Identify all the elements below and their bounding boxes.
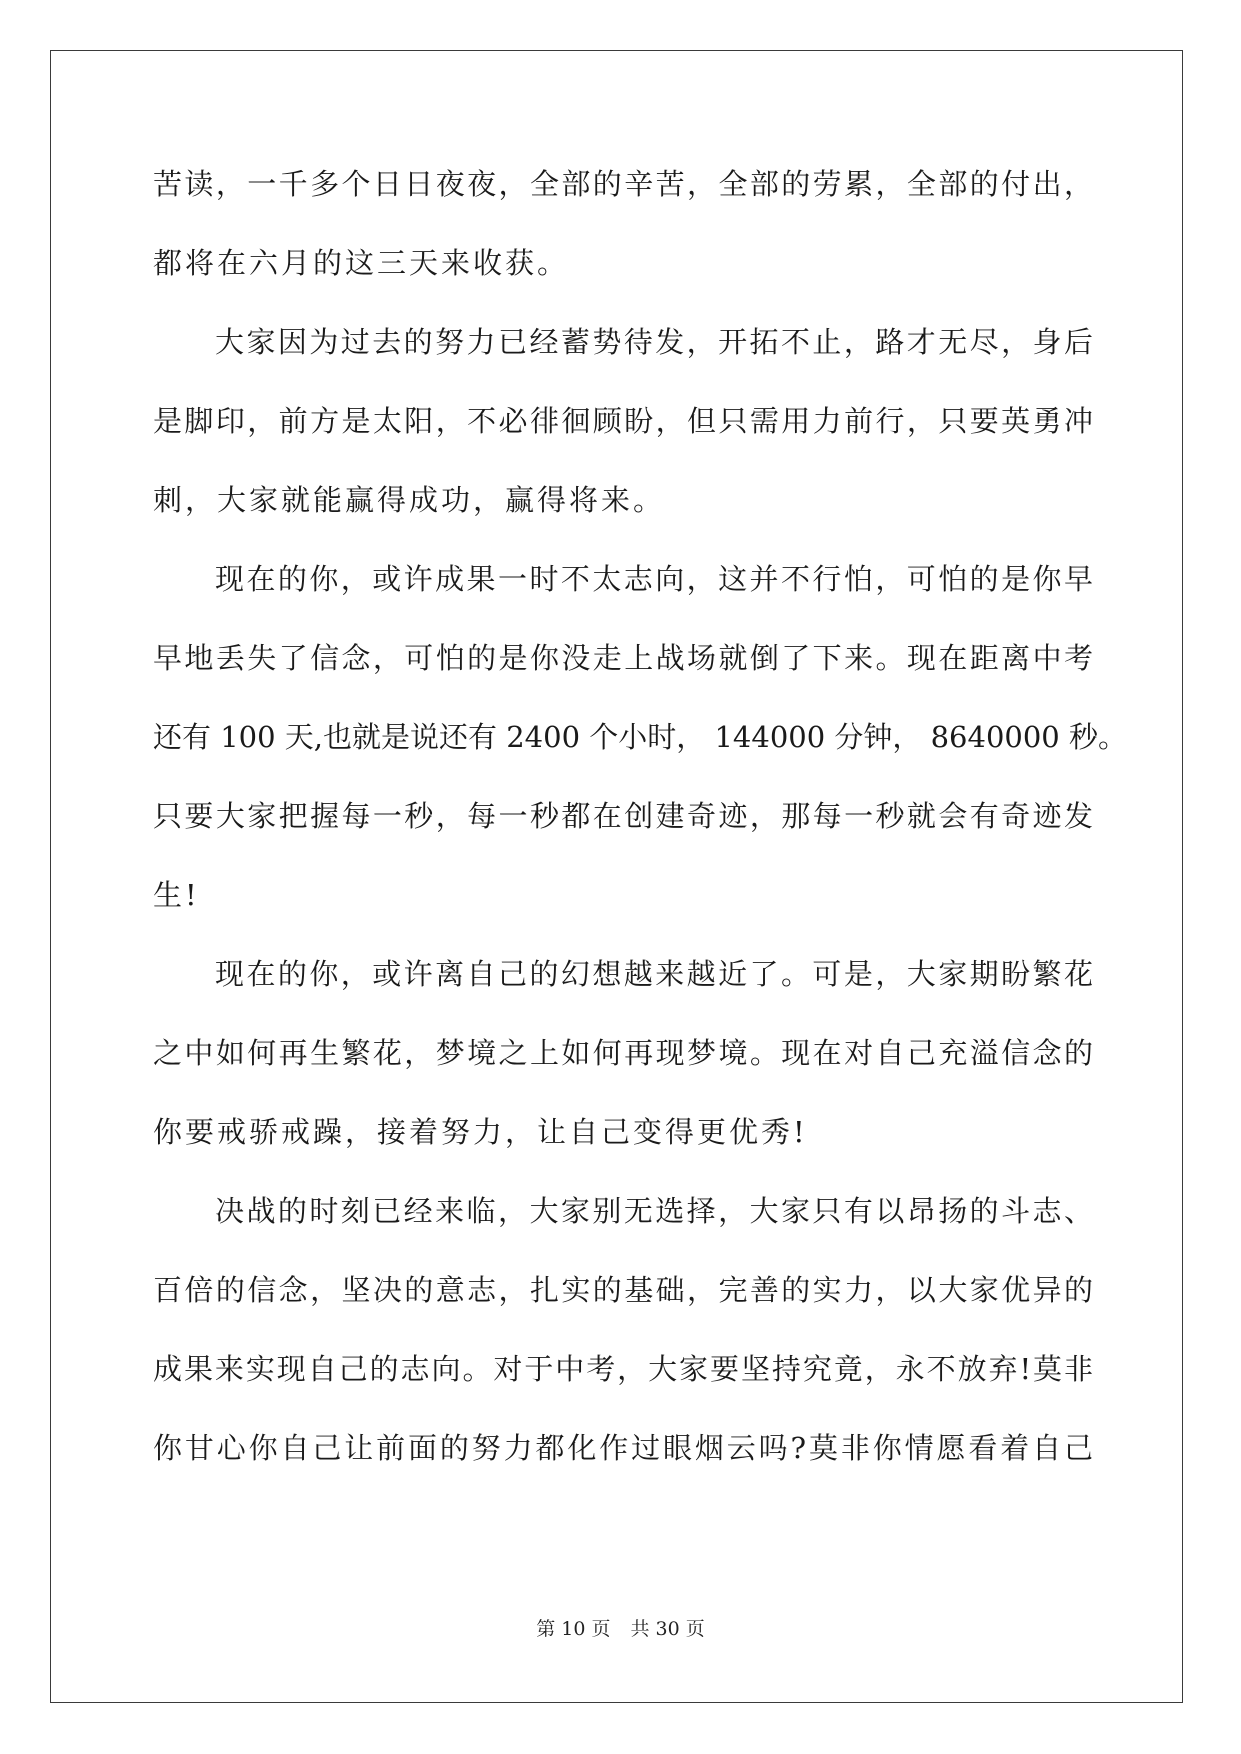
text-line: 生! <box>153 878 200 912</box>
text-line: 早地丢失了信念，可怕的是你没走上战场就倒了下来。现在距离中考 <box>153 641 1093 675</box>
text-line: 只要大家把握每一秒，每一秒都在创建奇迹，那每一秒就会有奇迹发 <box>153 799 1093 833</box>
text-line: 还有 100 天,也就是说还有 2400 个小时， 144000 分钟， 8640000 秒。 <box>153 720 1127 754</box>
text-line: 决战的时刻已经来临，大家别无选择，大家只有以昂扬的斗志、 <box>215 1194 1093 1228</box>
page-footer <box>0 1614 1241 1641</box>
text-line: 是脚印，前方是太阳，不必徘徊顾盼，但只需用力前行，只要英勇冲 <box>153 404 1093 438</box>
text-line: 大家因为过去的努力已经蓄势待发，开拓不止，路才无尽，身后 <box>215 325 1093 359</box>
text-line: 成果来实现自己的志向。对于中考，大家要坚持究竟，永不放弃!莫非 <box>153 1352 1093 1386</box>
text-line: 现在的你，或许成果一时不太志向，这并不行怕，可怕的是你早 <box>215 562 1093 596</box>
text-line: 现在的你，或许离自己的幻想越来越近了。可是，大家期盼繁花 <box>215 957 1093 991</box>
text-line: 你甘心你自己让前面的努力都化作过眼烟云吗?莫非你情愿看着自己 <box>153 1431 1093 1465</box>
text-line: 百倍的信念，坚决的意志，扎实的基础，完善的实力，以大家优异的 <box>153 1273 1093 1307</box>
text-line: 刺，大家就能赢得成功，赢得将来。 <box>153 483 666 517</box>
text-line: 你要戒骄戒躁，接着努力，让自己变得更优秀! <box>153 1115 808 1149</box>
document-body <box>153 145 1127 1488</box>
text-line: 都将在六月的这三天来收获。 <box>153 246 570 280</box>
page-number: 第 10 页 <box>536 1618 611 1640</box>
text-line: 苦读，一千多个日日夜夜，全部的辛苦，全部的劳累，全部的付出， <box>153 167 1093 201</box>
text-line: 之中如何再生繁花，梦境之上如何再现梦境。现在对自己充溢信念的 <box>153 1036 1093 1070</box>
page-total: 共 30 页 <box>630 1618 705 1640</box>
